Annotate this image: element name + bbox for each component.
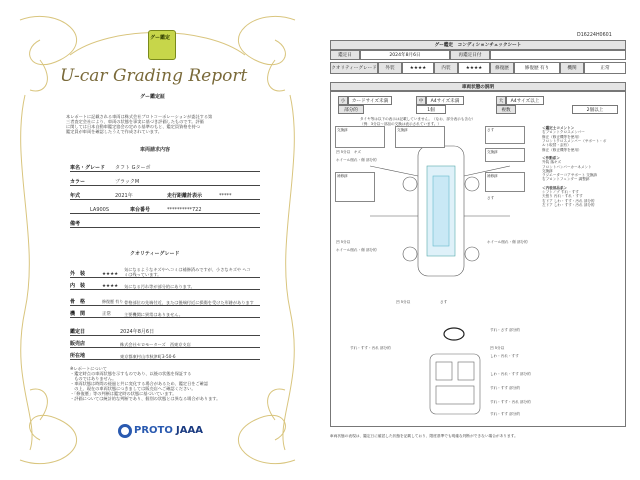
rank-partial: 部分的 xyxy=(338,105,364,114)
quality-exterior: 外 装 ★★★★ 気になるようなキズやヘコミは補修済みですが、小さなキズや ヘコミは残っています。 xyxy=(70,262,260,278)
rank-one: 1個 xyxy=(416,105,446,114)
grade-label: クオリティーグレード xyxy=(330,62,378,74)
diagram-bonnet-left: 交換跡 xyxy=(337,128,348,132)
diagram-right-small: さす xyxy=(487,196,495,200)
grade-repair-value: 修復歴 有り xyxy=(514,62,560,74)
diagram-roof-right: さす xyxy=(487,128,495,132)
interior-label-2: すれ・すす・汚れ 部分的 xyxy=(350,346,391,350)
interior-label-1: すれ・さす 部分的 xyxy=(490,328,520,332)
diagram-front-left-wheel: ホイール削れ・傷 部分的 xyxy=(336,158,377,162)
reappraisal-value xyxy=(490,50,626,60)
diagram-front-right: 交換跡 xyxy=(487,150,498,154)
reappraisal-label: 再鑑定日付 xyxy=(450,50,490,60)
diagram-bonnet-right: 交換跡 xyxy=(397,128,408,132)
model-row: LA900S 車台番号 **********722 xyxy=(70,200,260,214)
size-large: 大 xyxy=(496,96,506,105)
condition-check-sheet xyxy=(320,0,640,480)
appraiser-comments: ＜鑑定士コメント＞ 右フロントクロスメンバー 修正（修正機等を使用） フロントクロスメンバー（サポート・ボ ルト取替・歪有） 修正（修正機等を使用） ＜作動系＞ 外装 落キズ フロントバンパーカーネメント 交換跡 ラジエーターコアサポート 交換跡 右フロントフェンダー 調整跡 ＜内装部品系＞ シフトノブ すれ・すす 天張り 汚れ・すれ・すす 右ドア しわ・すす・汚れ 部分的 左ドア しわ・すす・汚れ 部分的 xyxy=(542,126,607,207)
diagram-left-side: 補修跡 xyxy=(337,174,348,178)
size-small: 小 xyxy=(338,96,348,105)
dealer-row: 販売店 株式会社セロモーターズ 西東京支店 xyxy=(70,336,260,348)
interior-label-5: しわ・汚れ・すす 部分的 xyxy=(490,372,531,376)
diagram-rear-small: さす xyxy=(440,300,448,304)
size-mid: 中 xyxy=(416,96,426,105)
size-small-desc: カードサイズ未満 xyxy=(348,96,392,105)
grade-repair-label: 修復歴 xyxy=(490,62,514,74)
appraisal-date-row: 鑑定日 2024年8月6日 xyxy=(70,324,260,336)
cert-title: グー鑑定証 xyxy=(140,94,166,100)
interior-label-7: すれ・すす・汚れ 部分的 xyxy=(490,400,531,404)
size-large-desc: A4サイズ以上 xyxy=(506,96,544,105)
sheet-footer: 車両状態の表現は、鑑定日に確認した状態を記載しており、限度基準でも明確な判断ができない場合があります。 xyxy=(330,434,518,438)
grade-interior-value: ★★★★ xyxy=(458,62,490,74)
sub-note-2: （例：3分以～部品の交換は表示されています。） xyxy=(360,122,442,126)
jaaa-logo-text: JAAA xyxy=(176,425,203,436)
grade-engine-value: 正常 xyxy=(584,62,626,74)
sub-note: タイヤ等は以下の表示は記載していません。（なお、部分表示も含む） xyxy=(360,117,476,121)
proto-logo-text: PROTO xyxy=(134,425,173,436)
grade-exterior-value: ★★★★ xyxy=(402,62,434,74)
diagram-right-side: 補修跡 xyxy=(487,174,498,178)
sheet-title: グー鑑定 コンディションチェックシート xyxy=(330,40,626,50)
diagram-rear-right-wheel: ホイール削れ・傷 部分的 xyxy=(487,240,528,244)
grade-engine-label: 機関 xyxy=(560,62,584,74)
address-row: 所在地 東京都東村山市秋津町3-50-6 xyxy=(70,348,260,360)
diagram-rear-left: 凹 5分以 xyxy=(336,240,351,244)
quality-frame: 骨 格 修復歴 有り 骨格部位の先端付近、または後端付近に損傷を受けた形跡があります xyxy=(70,290,260,306)
remarks-row: 備考 xyxy=(70,214,260,228)
grade-interior-label: 内装 xyxy=(434,62,458,74)
interior-label-6: すれ・すす 部分的 xyxy=(490,386,520,390)
intro-text: 本レポートに記載される車両は株式会社プロトコーポレーションが委託する第 三者査定会社により、車両の状態を事実に基づき評価したものです。評価 に関しては日本自動車鑑定協会の定める基準のもと、鑑定員資格を持つ 鑑定員が車両を確認したうえで作成されています。 xyxy=(66,114,213,135)
proto-logo-icon xyxy=(118,424,132,438)
interior-label-8: すれ・すす 部分的 xyxy=(490,412,520,416)
report-header-title: U-car Grading Report xyxy=(60,66,248,86)
color-row: カラー ブラックM xyxy=(70,172,260,186)
diagram-rear-bumper: 凹 5分以 xyxy=(396,300,411,304)
date-value: 2024年8月6日 xyxy=(360,50,450,60)
date-label: 鑑定日 xyxy=(330,50,360,60)
condition-title: 車両状態の説明 xyxy=(330,82,626,91)
section-vehicle: 車両請求内容 xyxy=(140,147,171,153)
quality-interior: 内 装 ★★★★ 気になる汚れ等が部分的にあります。 xyxy=(70,278,260,290)
interior-label-4: しわ・汚れ・すす xyxy=(490,354,519,358)
year-row: 年式 2021年 走行距離計表示 ***** xyxy=(70,186,260,200)
diagram-front-left-fender: 凹 5分以 キズ xyxy=(336,150,361,154)
name-row: 車名・グレード タフト Gターボ xyxy=(70,158,260,172)
section-quality: クオリティーグレード xyxy=(130,251,180,257)
report-notes: ※レポートについて ・鑑定時点の車両状態を示すものであり、以後の状態を保証する ものではありません。 ・車両状態は時間の経過と共に変化する場合があるため、鑑定日をご確認 の上、現在の車両状態につきましては販売店へご確認ください。 ・「修復歴」等の判断は鑑定時の状態に基づいています。 ・評価については統計的な判断であり、個別の状態とは異なる場合があります。 xyxy=(70,366,221,402)
badge-text: グー鑑定 xyxy=(150,35,171,41)
grading-report-certificate xyxy=(0,0,315,480)
diagram-rear-left-wheel: ホイール削れ・傷 部分的 xyxy=(336,248,377,252)
rank-multi: 複数 xyxy=(496,105,516,114)
interior-label-3: 凹 5分以 xyxy=(490,346,505,350)
grade-exterior-label: 外装 xyxy=(378,62,402,74)
quality-engine: 機 関 正常 主要機関に異常はありません。 xyxy=(70,306,260,318)
size-mid-desc: A4サイズ未満 xyxy=(426,96,464,105)
doc-id: D16224H0601 xyxy=(577,33,612,38)
rank-two-plus: 2個以上 xyxy=(572,105,618,114)
